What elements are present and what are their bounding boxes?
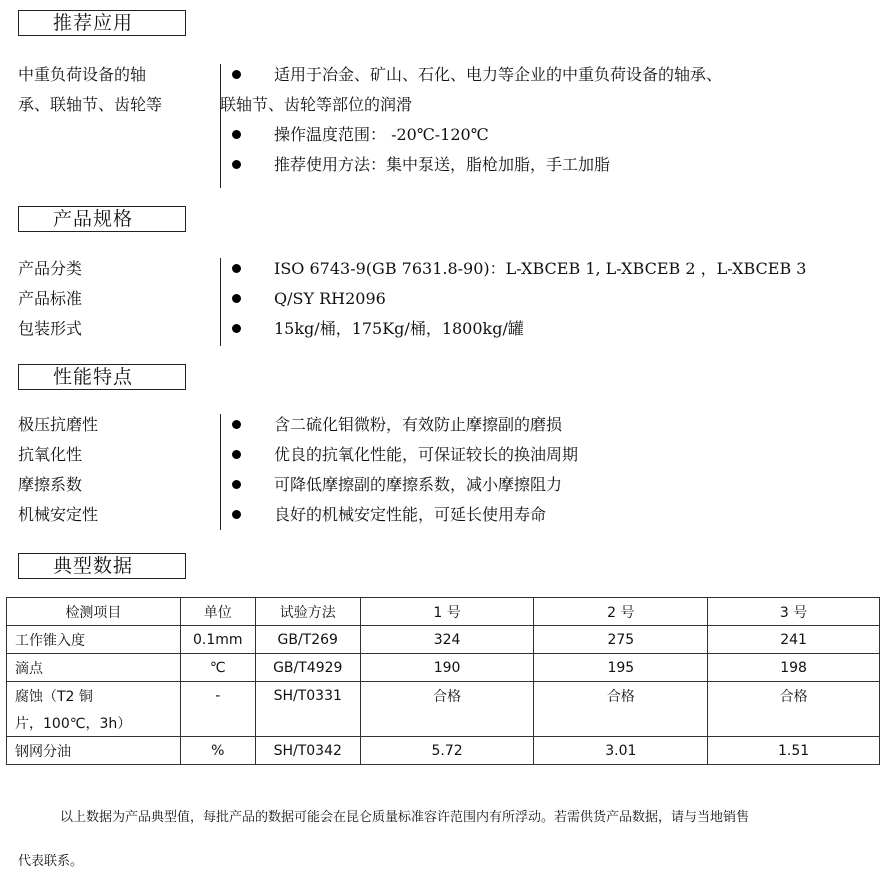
- bullet-icon: [232, 480, 241, 489]
- list-item: [230, 470, 876, 500]
- bullet-icon: [232, 510, 241, 519]
- feature-label: 抗氧化性: [18, 445, 83, 464]
- list-item: [230, 314, 876, 344]
- divider-line: [220, 414, 221, 530]
- table-cell: %: [180, 737, 255, 765]
- table-row: [7, 626, 880, 654]
- table-cell: [255, 709, 360, 737]
- table-cell: 合格: [708, 682, 880, 710]
- list-item-text: 操作温度范围： -20℃-120℃: [274, 125, 489, 144]
- list-item: [230, 150, 876, 180]
- table-row: [7, 709, 880, 737]
- list-item-text: 15kg/桶，175Kg/桶，1800kg/罐: [274, 319, 524, 338]
- column-header: 检测项目: [7, 598, 181, 626]
- bullet-icon: [232, 294, 241, 303]
- list-item-text: 可降低摩擦副的摩擦系数，减小摩擦阻力: [274, 475, 563, 494]
- list-item: [230, 440, 876, 470]
- divider-line: [220, 64, 221, 188]
- table-cell: 5.72: [360, 737, 534, 765]
- section-header-features: 性能特点: [18, 364, 186, 390]
- divider-line: [220, 258, 221, 346]
- feature-label: 极压抗磨性: [18, 415, 99, 434]
- footer-note-continued: 代表联系。: [18, 854, 84, 869]
- list-item-text: Q/SY RH2096: [274, 289, 386, 308]
- bullet-icon: [232, 160, 241, 169]
- table-cell: [534, 709, 708, 737]
- list-item-text: 良好的机械安定性能，可延长使用寿命: [274, 505, 547, 524]
- table-cell: 滴点: [7, 654, 181, 682]
- list-item-text-continued: 联轴节、齿轮等部位的润滑: [220, 95, 413, 114]
- column-header: 单位: [180, 598, 255, 626]
- table-cell: ℃: [180, 654, 255, 682]
- bullet-icon: [232, 450, 241, 459]
- table-header-row: [7, 598, 880, 626]
- spec-labels: [18, 254, 82, 344]
- application-label-line: 中重负荷设备的轴: [18, 65, 147, 84]
- table-cell: 钢网分油: [7, 737, 181, 765]
- spec-label: 产品标准: [18, 289, 83, 308]
- table-cell: 1.51: [708, 737, 880, 765]
- table-cell: 275: [534, 626, 708, 654]
- table-row: [7, 654, 880, 682]
- table-cell: 241: [708, 626, 880, 654]
- table-cell: 合格: [360, 682, 534, 710]
- section-header-data: 典型数据: [18, 553, 186, 579]
- footer-note: 以上数据为产品典型值，每批产品的数据可能会在昆仑质量标准容许范围内有所浮动。若需供货产品数据，请与当地销售: [60, 810, 750, 825]
- list-item: [230, 410, 876, 440]
- table-cell: 工作锥入度: [7, 626, 181, 654]
- list-item: [220, 60, 876, 120]
- column-header: 2 号: [534, 598, 708, 626]
- spec-label: 包装形式: [18, 319, 83, 338]
- list-item: [230, 120, 876, 150]
- feature-label: 机械安定性: [18, 505, 99, 524]
- list-item: [230, 500, 876, 530]
- application-label: [18, 60, 162, 120]
- spec-items: [230, 254, 876, 344]
- typical-data-table: [6, 597, 880, 765]
- list-item: [230, 284, 876, 314]
- bullet-icon: [232, 420, 241, 429]
- table-cell: [708, 709, 880, 737]
- table-cell: [360, 709, 534, 737]
- bullet-icon: [232, 264, 241, 273]
- list-item-text: ISO 6743-9(GB 7631.8-90)：L-XBCEB 1, L-XBCEB 2 ，L-XBCEB 3: [274, 259, 807, 278]
- table-cell: SH/T0342: [255, 737, 360, 765]
- table-cell: 腐蚀（T2 铜: [7, 682, 181, 710]
- table-cell: 3.01: [534, 737, 708, 765]
- list-item-text: 适用于冶金、矿山、石化、电力等企业的中重负荷设备的轴承、: [274, 65, 723, 84]
- bullet-icon: [232, 70, 241, 79]
- list-item: [230, 254, 876, 284]
- table-cell: 合格: [534, 682, 708, 710]
- column-header: 试验方法: [255, 598, 360, 626]
- table-row: [7, 737, 880, 765]
- table-cell: SH/T0331: [255, 682, 360, 710]
- features-labels: [18, 410, 98, 530]
- feature-label: 摩擦系数: [18, 475, 83, 494]
- bullet-icon: [232, 324, 241, 333]
- list-item-text: 推荐使用方法：集中泵送，脂枪加脂，手工加脂: [274, 155, 611, 174]
- table-cell: GB/T4929: [255, 654, 360, 682]
- bullet-icon: [232, 130, 241, 139]
- application-label-line: 承、联轴节、齿轮等: [18, 95, 163, 114]
- application-items: [220, 60, 876, 180]
- table-cell: 0.1mm: [180, 626, 255, 654]
- table-cell: [180, 709, 255, 737]
- list-item-text: 含二硫化钼微粉，有效防止摩擦副的磨损: [274, 415, 563, 434]
- table-cell: GB/T269: [255, 626, 360, 654]
- table-cell: -: [180, 682, 255, 710]
- table-cell: 324: [360, 626, 534, 654]
- table-row: [7, 682, 880, 710]
- table-cell: 198: [708, 654, 880, 682]
- section-header-application: 推荐应用: [18, 10, 186, 36]
- spec-label: 产品分类: [18, 259, 83, 278]
- features-items: [230, 410, 876, 530]
- column-header: 1 号: [360, 598, 534, 626]
- table-cell: 190: [360, 654, 534, 682]
- list-item-text: 优良的抗氧化性能，可保证较长的换油周期: [274, 445, 579, 464]
- table-cell: 片，100℃，3h）: [7, 709, 181, 737]
- column-header: 3 号: [708, 598, 880, 626]
- table-cell: 195: [534, 654, 708, 682]
- section-header-spec: 产品规格: [18, 206, 186, 232]
